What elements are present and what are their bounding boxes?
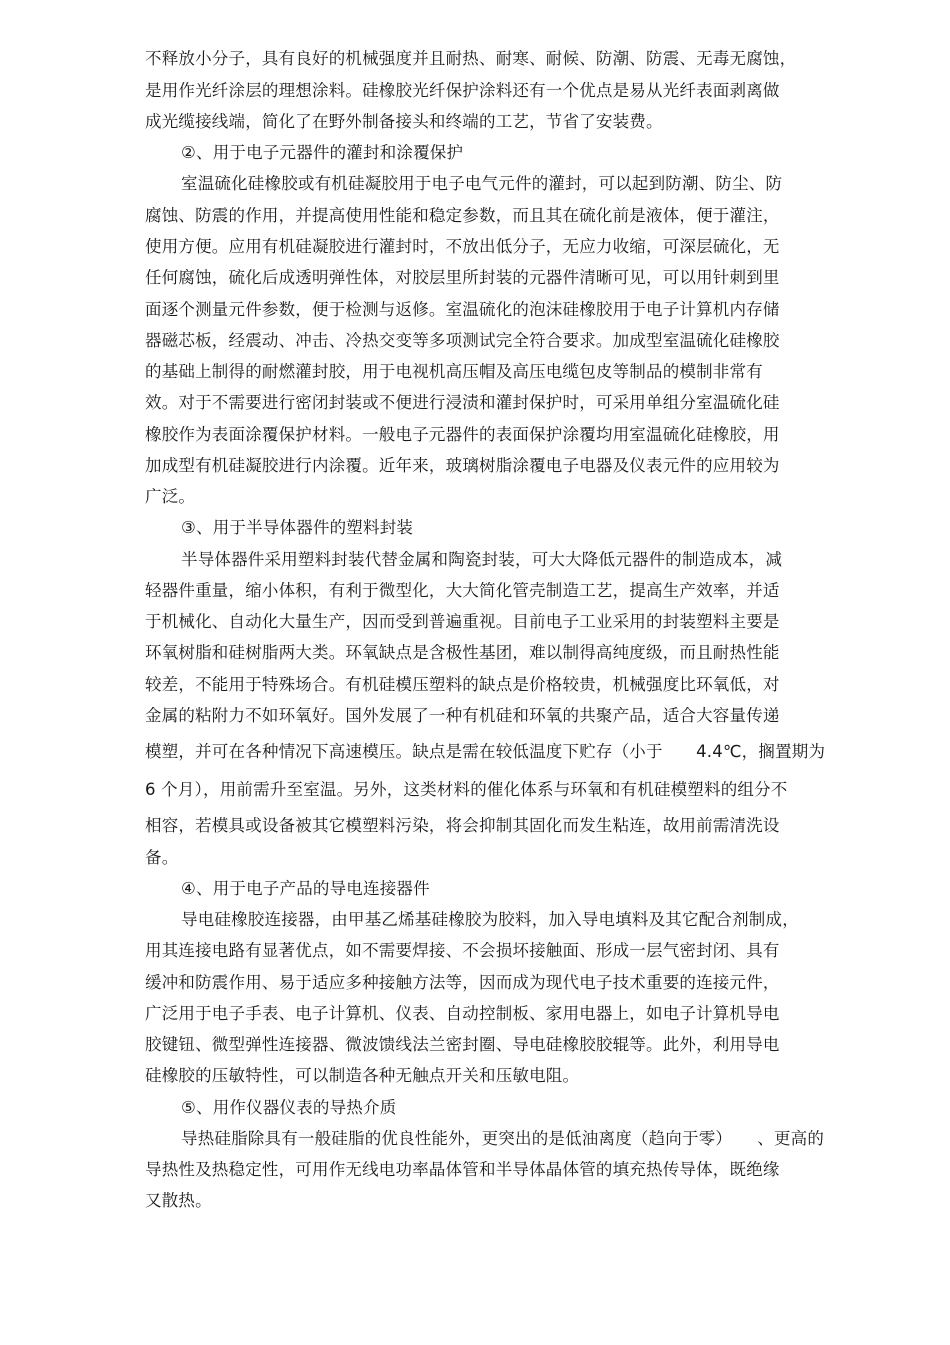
text-line: 任何腐蚀，硫化后成透明弹性体，对胶层里所封装的元器件清晰可见，可以用针刺到里 bbox=[145, 268, 780, 287]
text-line: 橡胶作为表面涂覆保护材料。一般电子元器件的表面保护涂覆均用室温硫化硅橡胶，用 bbox=[145, 425, 780, 444]
text-line: 成光缆接线端，简化了在野外制备接头和终端的工艺，节省了安装费。 bbox=[145, 112, 663, 131]
text-line: 导热性及热稳定性，可用作无线电功率晶体管和半导体晶体管的填充热传导体，既绝缘 bbox=[145, 1160, 780, 1179]
text-line: 胶键钮、微型弹性连接器、微波馈线法兰密封圈、导电硅橡胶胶辊等。此外，利用导电 bbox=[145, 1035, 780, 1054]
text-line: 不释放小分子，具有良好的机械强度并且耐热、耐寒、耐候、防潮、防震、无毒无腐蚀， bbox=[145, 49, 797, 68]
text-line: 又散热。 bbox=[145, 1191, 212, 1210]
text-line: 半导体器件采用塑料封装代替金属和陶瓷封装，可大大降低元器件的制造成本，减 bbox=[181, 550, 783, 569]
text-line: 用其连接电路有显著优点，如不需要焊接、不会损坏接触面、形成一层气密封闭、具有 bbox=[145, 941, 780, 960]
text-line: 使用方便。应用有机硅凝胶进行灌封时，不放出低分子，无应力收缩，可深层硫化，无 bbox=[145, 237, 780, 256]
text-line: 的基础上制得的耐燃灌封胶，用于电视机高压帽及高压电缆包皮等制品的模制非常有 bbox=[145, 362, 763, 381]
section-heading-3: ③、用于半导体器件的塑料封装 bbox=[181, 518, 414, 537]
text-line: 轻器件重量，缩小体积，有利于微型化，大大简化管壳制造工艺，提高生产效率，并适 bbox=[145, 581, 780, 600]
text-line: 于机械化、自动化大量生产，因而受到普遍重视。目前电子工业采用的封装塑料主要是 bbox=[145, 612, 780, 631]
text-line: 效。对于不需要进行密闭封装或不便进行浸渍和灌封保护时，可采用单组分室温硫化硅 bbox=[145, 393, 780, 412]
section-heading-2: ②、用于电子元器件的灌封和涂覆保护 bbox=[181, 143, 464, 162]
section-heading-5: ⑤、用作仪器仪表的导热介质 bbox=[181, 1098, 397, 1117]
text-line: 金属的粘附力不如环氧好。国外发展了一种有机硅和环氧的共聚产品，适合大容量传递 bbox=[145, 706, 780, 725]
section-heading-4: ④、用于电子产品的导电连接器件 bbox=[181, 879, 430, 898]
text-line: 是用作光纤涂层的理想涂料。硅橡胶光纤保护涂料还有一个优点是易从光纤表面剥离做 bbox=[145, 81, 780, 100]
text-line: 腐蚀、防震的作用，并提高使用性能和稳定参数，而且其在硫化前是液体，便于灌注， bbox=[145, 206, 780, 225]
text-line: 导电硅橡胶连接器，由甲基乙烯基硅橡胶为胶料，加入导电填料及其它配合剂制成， bbox=[181, 910, 799, 929]
text-line: 模塑，并可在各种情况下高速模压。缺点是需在较低温度下贮存（小于 4.4℃，搁置期为 bbox=[145, 742, 826, 761]
text-line: 导热硅脂除具有一般硅脂的优良性能外，更突出的是低油离度（趋向于零） 、更高的 bbox=[181, 1129, 825, 1148]
text-line: 面逐个测量元件参数，便于检测与返修。室温硫化的泡沫硅橡胶用于电子计算机内存储 bbox=[145, 300, 780, 319]
text-line: 备。 bbox=[145, 848, 179, 867]
text-line: 相容，若模具或设备被其它模塑料污染，将会抑制其固化而发生粘连，故用前需清洗设 bbox=[145, 816, 780, 835]
text-line: 6 个月），用前需升至室温。另外，这类材料的催化体系与环氧和有机硅模塑料的组分不 bbox=[145, 780, 788, 799]
text-line: 环氧树脂和硅树脂两大类。环氧缺点是含极性基团，难以制得高纯度级，而且耐热性能 bbox=[145, 643, 780, 662]
text-line: 广泛。 bbox=[145, 487, 196, 506]
text-line: 室温硫化硅橡胶或有机硅凝胶用于电子电气元件的灌封，可以起到防潮、防尘、防 bbox=[181, 174, 783, 193]
text-line: 硅橡胶的压敏特性，可以制造各种无触点开关和压敏电阻。 bbox=[145, 1066, 580, 1085]
text-line: 较差，不能用于特殊场合。有机硅模压塑料的缺点是价格较贵，机械强度比环氧低，对 bbox=[145, 675, 780, 694]
text-line: 器磁芯板，经震动、冲击、冷热交变等多项测试完全符合要求。加成型室温硫化硅橡胶 bbox=[145, 331, 780, 350]
text-line: 加成型有机硅凝胶进行内涂覆。近年来，玻璃树脂涂覆电子电器及仪表元件的应用较为 bbox=[145, 456, 780, 475]
text-line: 缓冲和防震作用、易于适应多种接触方法等，因而成为现代电子技术重要的连接元件， bbox=[145, 973, 780, 992]
text-line: 广泛用于电子手表、电子计算机、仪表、自动控制板、家用电器上，如电子计算机导电 bbox=[145, 1004, 780, 1023]
